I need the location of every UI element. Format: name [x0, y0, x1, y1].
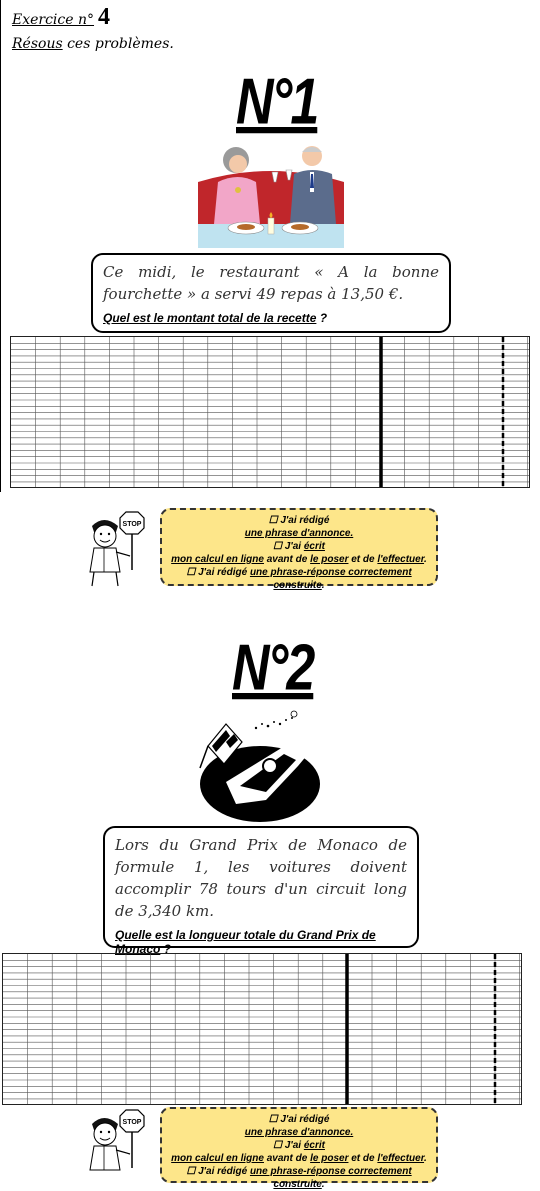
- restaurant-couple-illustration: [198, 142, 344, 248]
- problem-2-box: [103, 826, 419, 956]
- problem-2-text: Lors du Grand Prix de Monaco de formule 1, les voitures doivent accomplir 78 tours d'un circuit long de 3,340 km.: [115, 836, 407, 920]
- problem-1-grid[interactable]: [10, 336, 530, 488]
- instruction-verb: Résous: [12, 36, 63, 52]
- boy-with-stop-sign-illustration: [82, 510, 160, 588]
- exercise-label: Exercice n°: [12, 12, 95, 28]
- problem-2-grid-lines: [3, 954, 522, 1105]
- page-margin-line: [0, 0, 1, 492]
- checkbox-icon[interactable]: ☐: [273, 541, 282, 552]
- checkbox-icon[interactable]: ☐: [268, 515, 278, 526]
- checkbox-icon[interactable]: ☐: [186, 567, 196, 578]
- checkbox-icon[interactable]: ☐: [273, 1140, 282, 1151]
- exercise-title: [12, 4, 110, 31]
- checklist-1: ☐ J'ai rédigé une phrase d'annonce. ☐ J'ai écrit mon calcul en ligne avant de le poser et de l'effectuer. ☐ J'ai rédigé une phrase-réponse correctement construite.: [160, 508, 438, 586]
- exercise-instruction: [12, 36, 174, 52]
- problem-2-question: Quelle est la longueur totale du Grand Prix de Monaco ?: [115, 928, 376, 956]
- problem-1-number: N°1: [236, 65, 318, 139]
- checkbox-icon[interactable]: ☐: [186, 1166, 196, 1177]
- stop-sign-text: STOP: [122, 521, 142, 528]
- checklist-2: ☐ J'ai rédigé une phrase d'annonce. ☐ J'ai écrit mon calcul en ligne avant de le poser et de l'effectuer. ☐ J'ai rédigé une phrase-réponse correctement construite.: [160, 1107, 438, 1183]
- checkbox-icon[interactable]: ☐: [268, 1114, 278, 1125]
- problem-2-number: N°2: [232, 631, 314, 705]
- problem-1-text: Ce midi, le restaurant « A la bonne fourchette » a servi 49 repas à 13,50 €.: [103, 263, 439, 303]
- instruction-rest: ces problèmes.: [62, 36, 174, 52]
- boy-with-stop-sign-illustration: [82, 1108, 160, 1186]
- problem-1-box: [91, 253, 451, 333]
- problem-1-question: Quel est le montant total de la recette ?: [103, 311, 328, 325]
- problem-2-grid[interactable]: [2, 953, 522, 1105]
- problem-1-grid-lines: [11, 337, 530, 488]
- exercise-number: 4: [98, 4, 111, 30]
- stop-sign-text: STOP: [122, 1119, 142, 1126]
- race-car-illustration: [196, 708, 326, 824]
